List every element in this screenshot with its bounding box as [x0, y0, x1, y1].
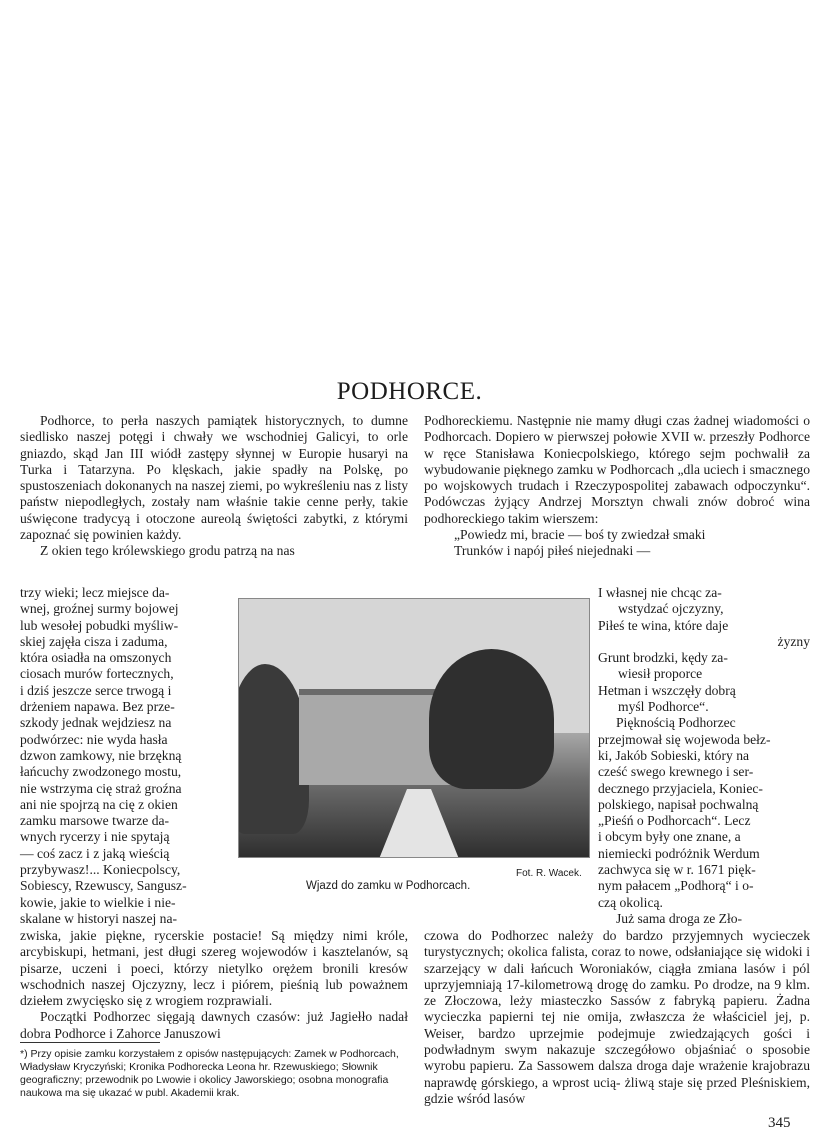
text-line: Pięknością Podhorzec	[616, 715, 736, 731]
text-line: zamku marsowe twarze da-	[20, 813, 170, 829]
paragraph: Podhoreckiemu. Następnie nie mamy długi czas żadnej wiadomości o Podhorcach. Dopiero w pierwszej połowie XVII w. przeszły Podhorce w ręce Stanisława Koniecpolskiego, którego sejm pochwalił za wybudowanie pięknego zamku w Podhorcach „dla uciech i smacznego po wojskowych trudach i Rzeczypospolitej zabawach odpoczynku“. Podówczas żyjący Andrzej Morsztyn chwali znów dobroć wina podhoreckiego takim wierszem:	[424, 413, 810, 526]
text-line: ciosach murów fortecznych,	[20, 666, 174, 682]
footnote: *) Przy opisie zamku korzystałem z opisów następujących: Zamek w Podhorcach, Władysław Kryczyński; Kronika Podhorecka Leona hr. Rzewuskiego; Słownik geograficzny; przewodnik po Lwowie i okolicy Jaworskiego; osobna monografia naukowa ma się ukazać w publ. Akademii krak.	[20, 1048, 399, 1099]
paragraph: Początki Podhorzec sięgają dawnych czasów: już Jagiełło nadał dobra Podhorce i Zahorce Januszowi	[20, 1009, 408, 1041]
text-line: wiesił proporce	[618, 666, 703, 682]
footnote-divider	[20, 1042, 160, 1043]
text-line: ani nie spojrzą na cię z okien	[20, 796, 178, 812]
text-line: i dziś jeszcze serce trwogą i	[20, 682, 172, 698]
text-line: kowie, jakie to wielkie i nie-	[20, 894, 176, 910]
text-line: nie wstrzyma cię straż groźna	[20, 780, 182, 796]
text-line: lub wesołej pobudki myśliw-	[20, 617, 179, 633]
page-number: 345	[768, 1115, 791, 1131]
text-line: podwórzec: nie wyda hasła	[20, 731, 168, 747]
paragraph: Podhorce, to perła naszych pamiątek historycznych, to dumne siedlisko naszej potęgi i chwały we wschodniej Galicyi, to orle gniazdo, skąd Jan III wiódł zastępy słynnej w Europie husaryi na Turka i Tatarzyna. Po klęskach, jakie spadły na Polskę, po spustoszeniach dokonanych na naszej ziemi, po wykreśleniu nas z listy państw niepodległych, zostały nam właśnie takie cenne perły, takie uświęcone tradycyą i otoczone aureolą świętości zabytki, z którymi zapoznać się powinien każdy.	[20, 413, 408, 543]
text-line: przejmował się wojewoda bełz-	[598, 731, 771, 747]
castle-photo	[238, 598, 590, 858]
text-line: cześć swego krewnego i ser-	[598, 764, 754, 780]
text-line: Już sama droga ze Zło-	[616, 910, 743, 926]
text-line: drżeniem napawa. Bez prze-	[20, 699, 175, 715]
photo-credit: Fot. R. Wacek.	[516, 868, 582, 879]
text-line: skalane w historyi naszej na-	[20, 910, 178, 926]
text-line: myśl Podhorce“.	[618, 699, 709, 715]
left-column-bottom	[20, 928, 408, 1042]
text-line: Sobiescy, Rzewuscy, Sangusz-	[20, 878, 187, 894]
left-column	[20, 413, 408, 560]
paragraph: czowa do Podhorzec należy do bardzo przyjemnych wycieczek turystycznych; okolica falista, coraz to nowe, odsłaniające się widoki i szarzejący w dali łańcuch Woroniaków, ciągła zmiana lasów i pól uprzyjemniają 17-kilometrową drogę do zamku. Po drodze, na 9 klm. ze Złoczowa, leży miasteczko Sassów z fabryką papieru. Żadna wycieczka papierni tej nie omija, zwłaszcza że właściciel jej, p. Weiser, bardzo uprzejmie podejmuje zwiedzających gości i podwładnym swym nakazuje szczegółowo objaśniać o sposobie wyrobu papieru. Za Sassowem dalsza droga daje wrażenie krajobrazu naprawdę górskiego, a wprost ucią- żliwą staje się przed Pleśniskiem, gdzie wśród lasów	[424, 928, 810, 1106]
left-wrap-text	[20, 585, 234, 927]
text-line: czą okolicą.	[598, 894, 663, 910]
text-line: łańcuchy zwodzonego mostu,	[20, 764, 182, 780]
page-title: PODHORCE.	[336, 378, 483, 405]
right-column	[424, 413, 810, 560]
text-line: szkody jednak wejdziesz na	[20, 715, 172, 731]
text-line: wnych rycerzy i nie spytają	[20, 829, 170, 845]
text-line: dzwon zamkowy, nie brzękną	[20, 747, 182, 763]
text-line: trzy wieki; lecz miejsce da-	[20, 585, 170, 600]
text-line: wnej, groźnej surmy bojowej	[20, 601, 179, 617]
text-line: I własnej nie chcąc za-	[598, 585, 722, 600]
right-column-bottom	[424, 928, 810, 1107]
text-line: decznego przyjaciela, Koniec-	[598, 780, 763, 796]
verse-line: „Powiedz mi, bracie — boś ty zwiedzał smaki	[454, 527, 706, 543]
text-line: „Pieśń o Podhorcach“. Lecz	[598, 813, 751, 829]
text-line: Grunt brodzki, kędy za-	[598, 650, 728, 666]
text-line: polskiego, napisał pochwalną	[598, 796, 759, 812]
text-line: Piłeś te wina, które daje	[598, 617, 729, 633]
text-line: i obcym były one znane, a	[598, 829, 741, 845]
text-line: — coś zacz i z jaką wieścią	[20, 845, 170, 861]
text-line: przybywasz!... Koniecpolscy,	[20, 862, 181, 878]
text-line: nym pałacem „Podhorą“ i o-	[598, 878, 754, 894]
text-line: niemiecki podróżnik Werdum	[598, 845, 760, 861]
text-line: która osiadła na omszonych	[20, 650, 172, 666]
text-line: ki, Jakób Sobieski, który na	[598, 747, 750, 763]
figure-caption: Wjazd do zamku w Podhorcach.	[306, 880, 471, 892]
verse-line: Trunków i napój piłeś niejednaki —	[454, 543, 651, 559]
right-wrap-text	[598, 585, 810, 927]
paragraph: zwiska, jakie piękne, rycerskie postacie! Są między nimi króle, arcybiskupi, hetmani, jest długi szereg wojewodów i kasztelanów, są pisarze, uczeni i poeci, którzy nietylko orężem bronili kresów wschodnich naszej Ojczyzny, lecz i piórem, pieśnią lub poważnem dziełem zwycięsko się z wrogiem rozprawiali.	[20, 928, 408, 1009]
paragraph: Z okien tego królewskiego grodu patrzą na nas	[40, 543, 295, 559]
text-line: żyzny	[777, 633, 810, 649]
text-line: skiej zajęła cisza i zaduma,	[20, 633, 168, 649]
text-line: zachwyca się w r. 1671 pięk-	[598, 862, 756, 878]
text-line: wstydzać ojczyzny,	[618, 601, 724, 617]
photo-tree	[429, 649, 554, 789]
photo-road	[379, 789, 459, 858]
text-line: Hetman i wszczęły dobrą	[598, 682, 736, 698]
